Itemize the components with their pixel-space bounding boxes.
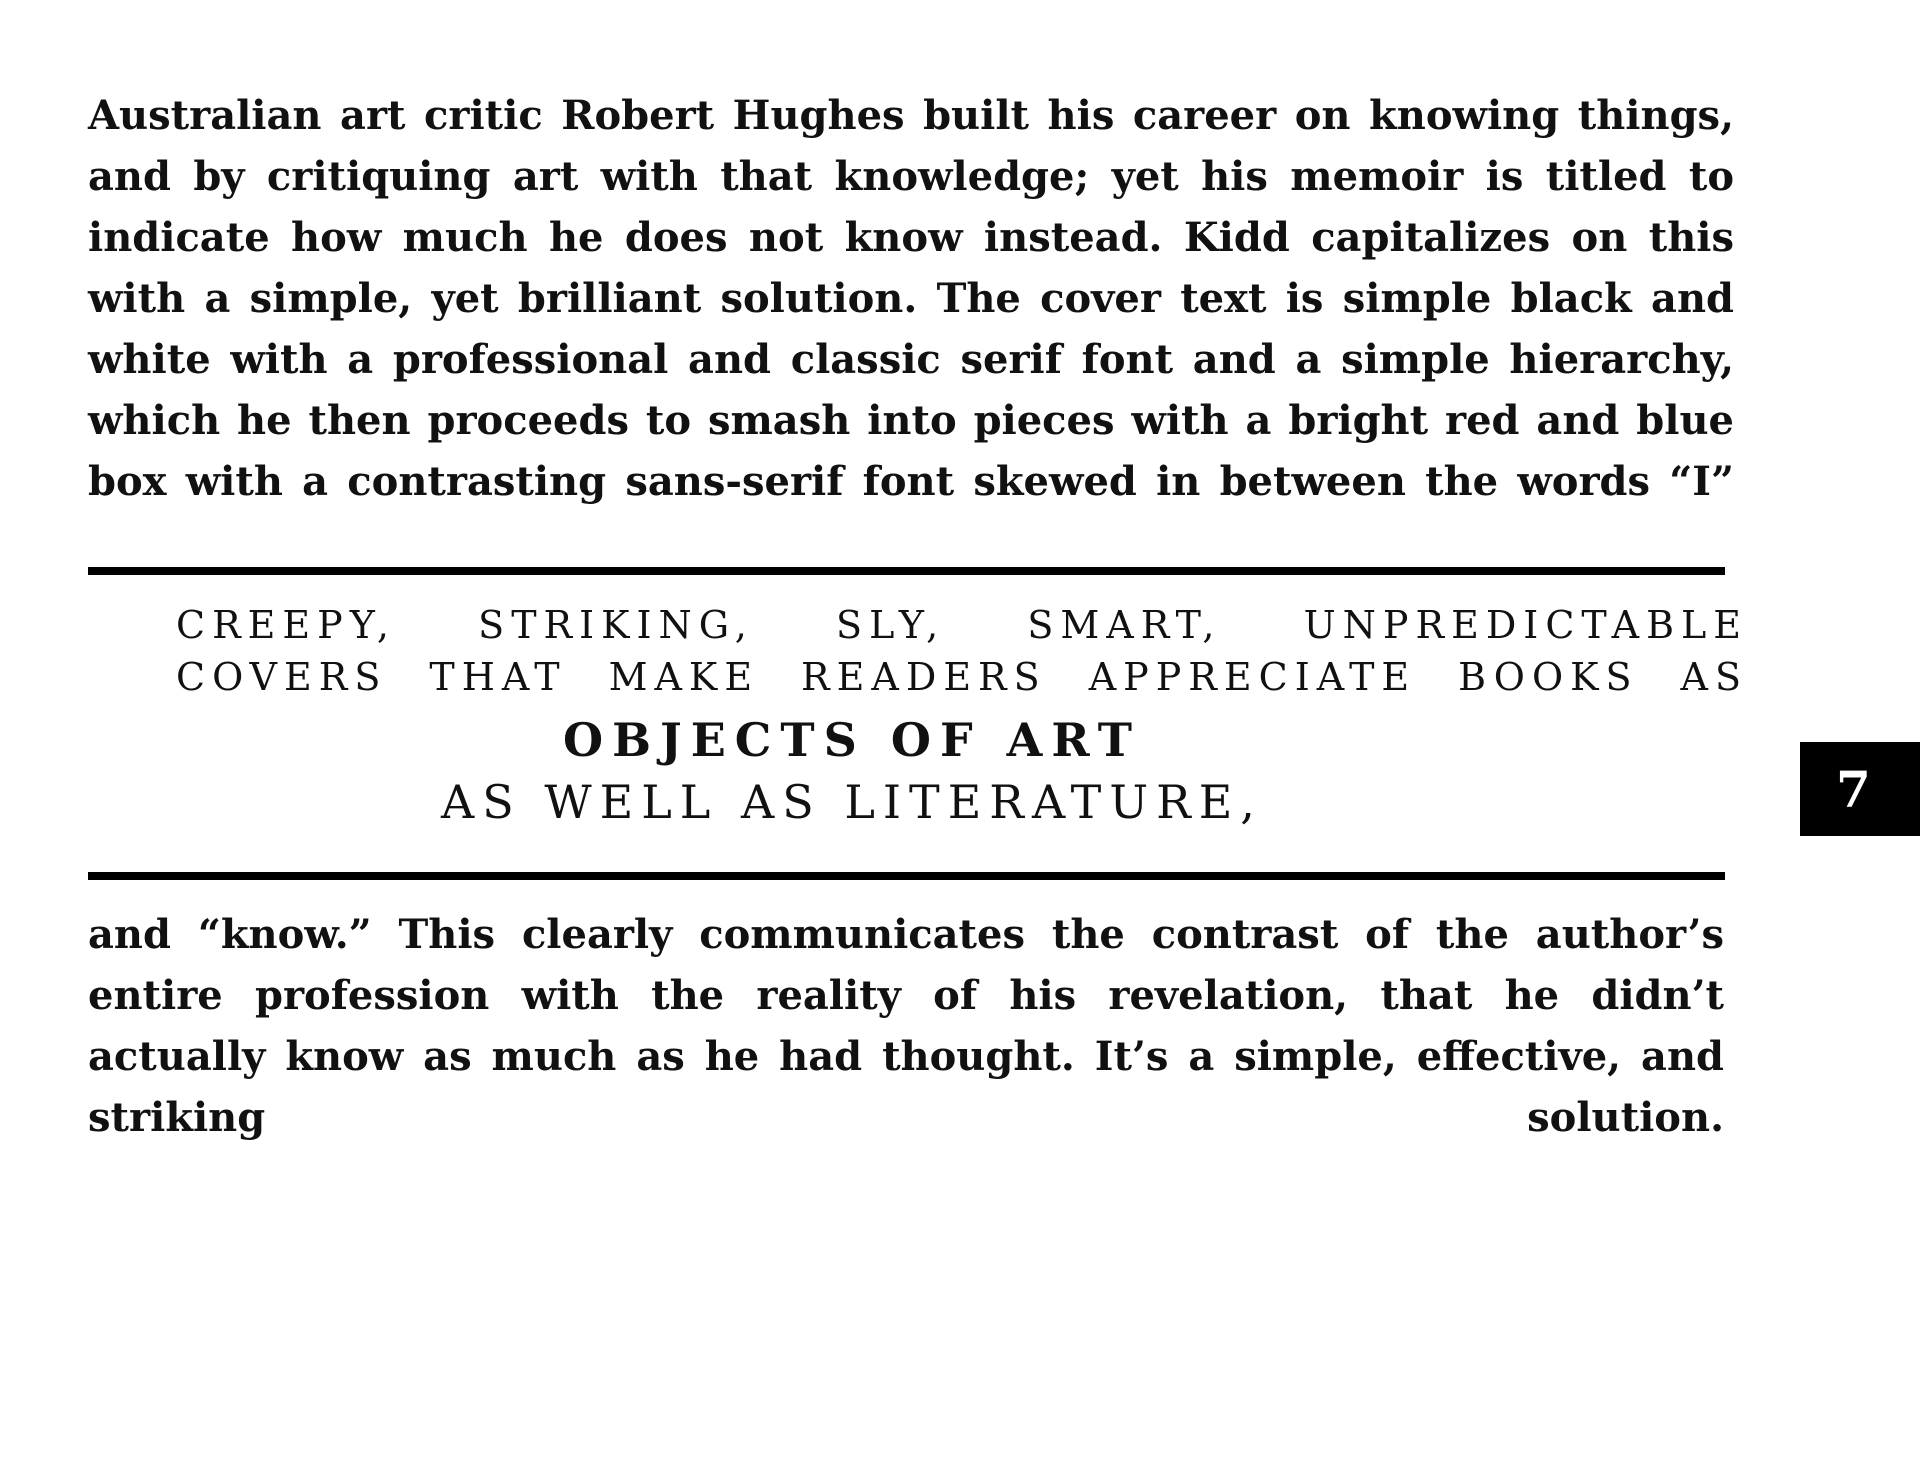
pull-quote-line-2: COVERS THAT MAKE READERS APPRECIATE BOOKS AS [176,655,1748,699]
page-number: 7 [1836,759,1871,819]
pull-quote-top-rule [88,567,1725,575]
pull-quote-emphasis: OBJECTS OF ART [563,713,1141,767]
pull-quote-line-1: CREEPY, STRIKING, SLY, SMART, UNPREDICTABLE [176,603,1748,647]
pull-quote-bottom-rule [88,872,1725,880]
body-paragraph-top: Australian art critic Robert Hughes built his career on knowing things, and by critiquing art with that knowledge; yet his memoir is titled to indicate how much he does not know instead. Kidd capitalizes on this with a simple, yet brilliant solution. The cover text is simple black and white with a professional and classic serif font and a simple hierarchy, which he then proceeds to smash into pieces with a bright red and blue box with a contrasting sans-serif font skewed in between the words “I” [88,92,1734,505]
body-paragraph-bottom: and “know.” This clearly communicates the contrast of the author’s entire profession with the reality of his revelation, that he didn’t actually know as much as he had thought. It’s a simple, effective, and striking solution. [88,911,1724,1141]
page-number-tab [1800,742,1920,836]
pull-quote-line-4: AS WELL AS LITERATURE, [441,775,1263,829]
